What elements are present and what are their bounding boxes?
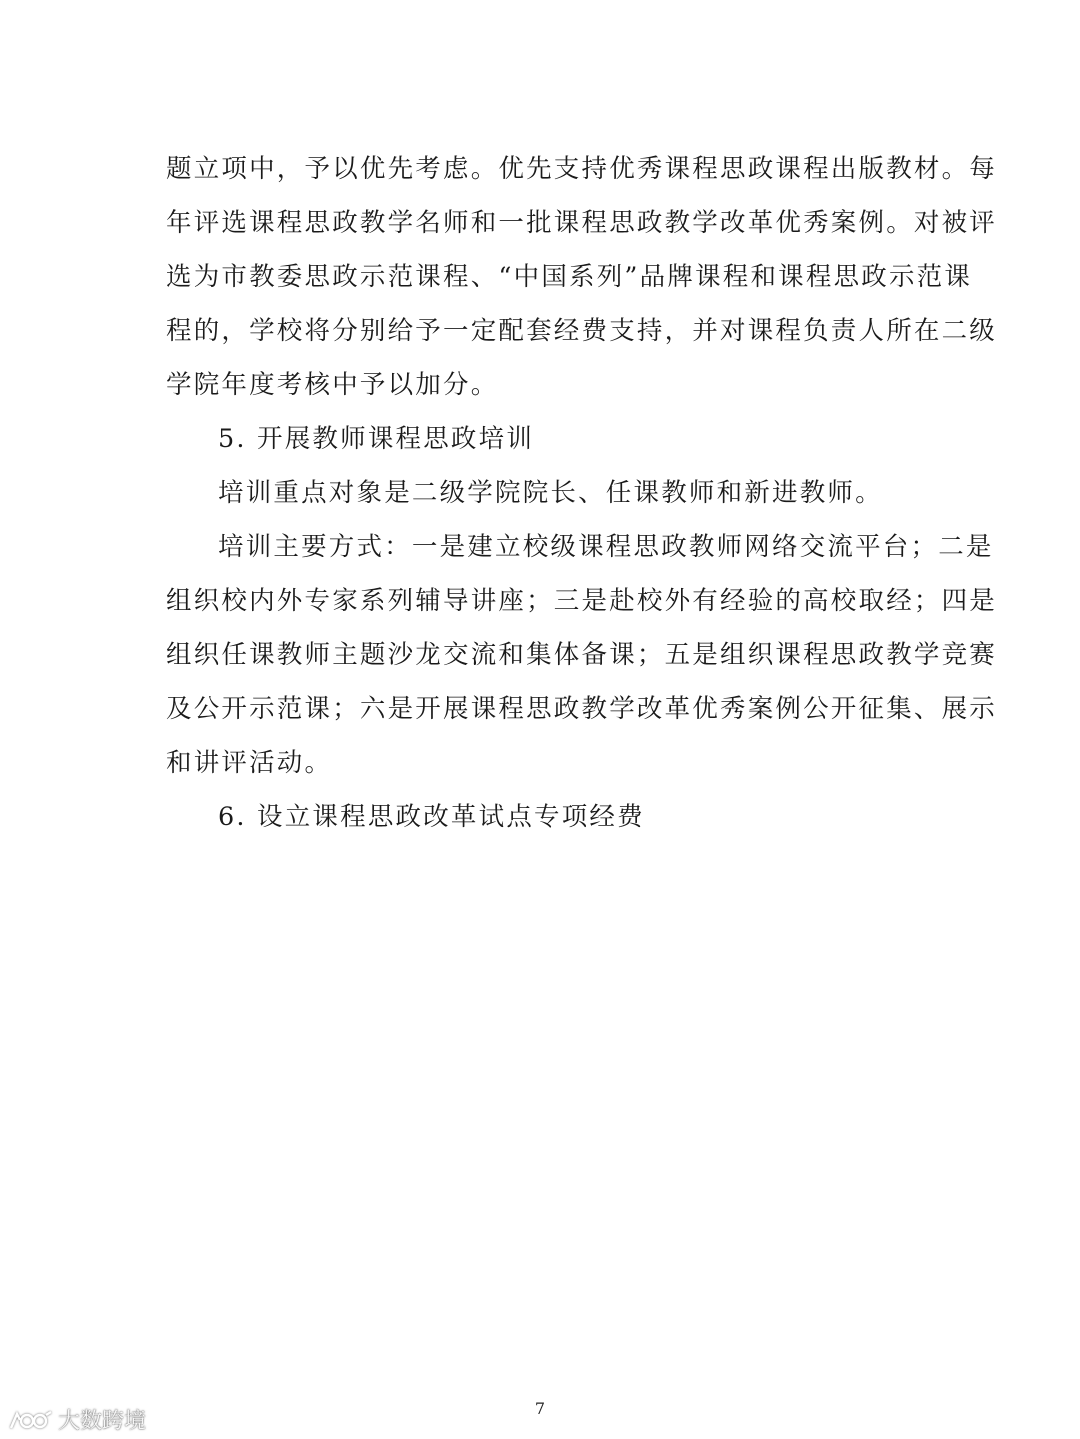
paragraph-line: 及公开示范课；六是开展课程思政教学改革优秀案例公开征集、展示: [166, 694, 998, 724]
paragraph-line: 培训重点对象是二级学院院长、任课教师和新进教师。: [218, 478, 883, 508]
section-heading-5: 5. 开展教师课程思政培训: [218, 424, 535, 454]
paragraph-line: 选为市教委思政示范课程、“中国系列”品牌课程和课程思政示范课: [166, 262, 973, 292]
paragraph-line: 和讲评活动。: [166, 748, 333, 778]
page-number: 7: [534, 1399, 546, 1418]
paragraph-line: 组织任课教师主题沙龙交流和集体备课；五是组织课程思政教学竞赛: [166, 640, 998, 670]
paragraph-line: 培训主要方式：一是建立校级课程思政教师网络交流平台；二是: [218, 532, 994, 562]
paragraph-line: 程的，学校将分别给予一定配套经费支持，并对课程负责人所在二级: [166, 316, 998, 346]
paragraph-line: 组织校内外专家系列辅导讲座；三是赴校外有经验的高校取经；四是: [166, 586, 998, 616]
paragraph-line: 题立项中，予以优先考虑。优先支持优秀课程思政课程出版教材。每: [166, 154, 998, 184]
brand-logo-icon: [8, 1408, 54, 1432]
paragraph-line: 学院年度考核中予以加分。: [166, 370, 499, 400]
watermark: [8, 1404, 146, 1435]
paragraph-line: 年评选课程思政教学名师和一批课程思政教学改革优秀案例。对被评: [166, 208, 998, 238]
document-body: [166, 142, 998, 844]
section-heading-6: 6. 设立课程思政改革试点专项经费: [218, 802, 645, 832]
watermark-text: 大数跨境: [58, 1409, 147, 1434]
